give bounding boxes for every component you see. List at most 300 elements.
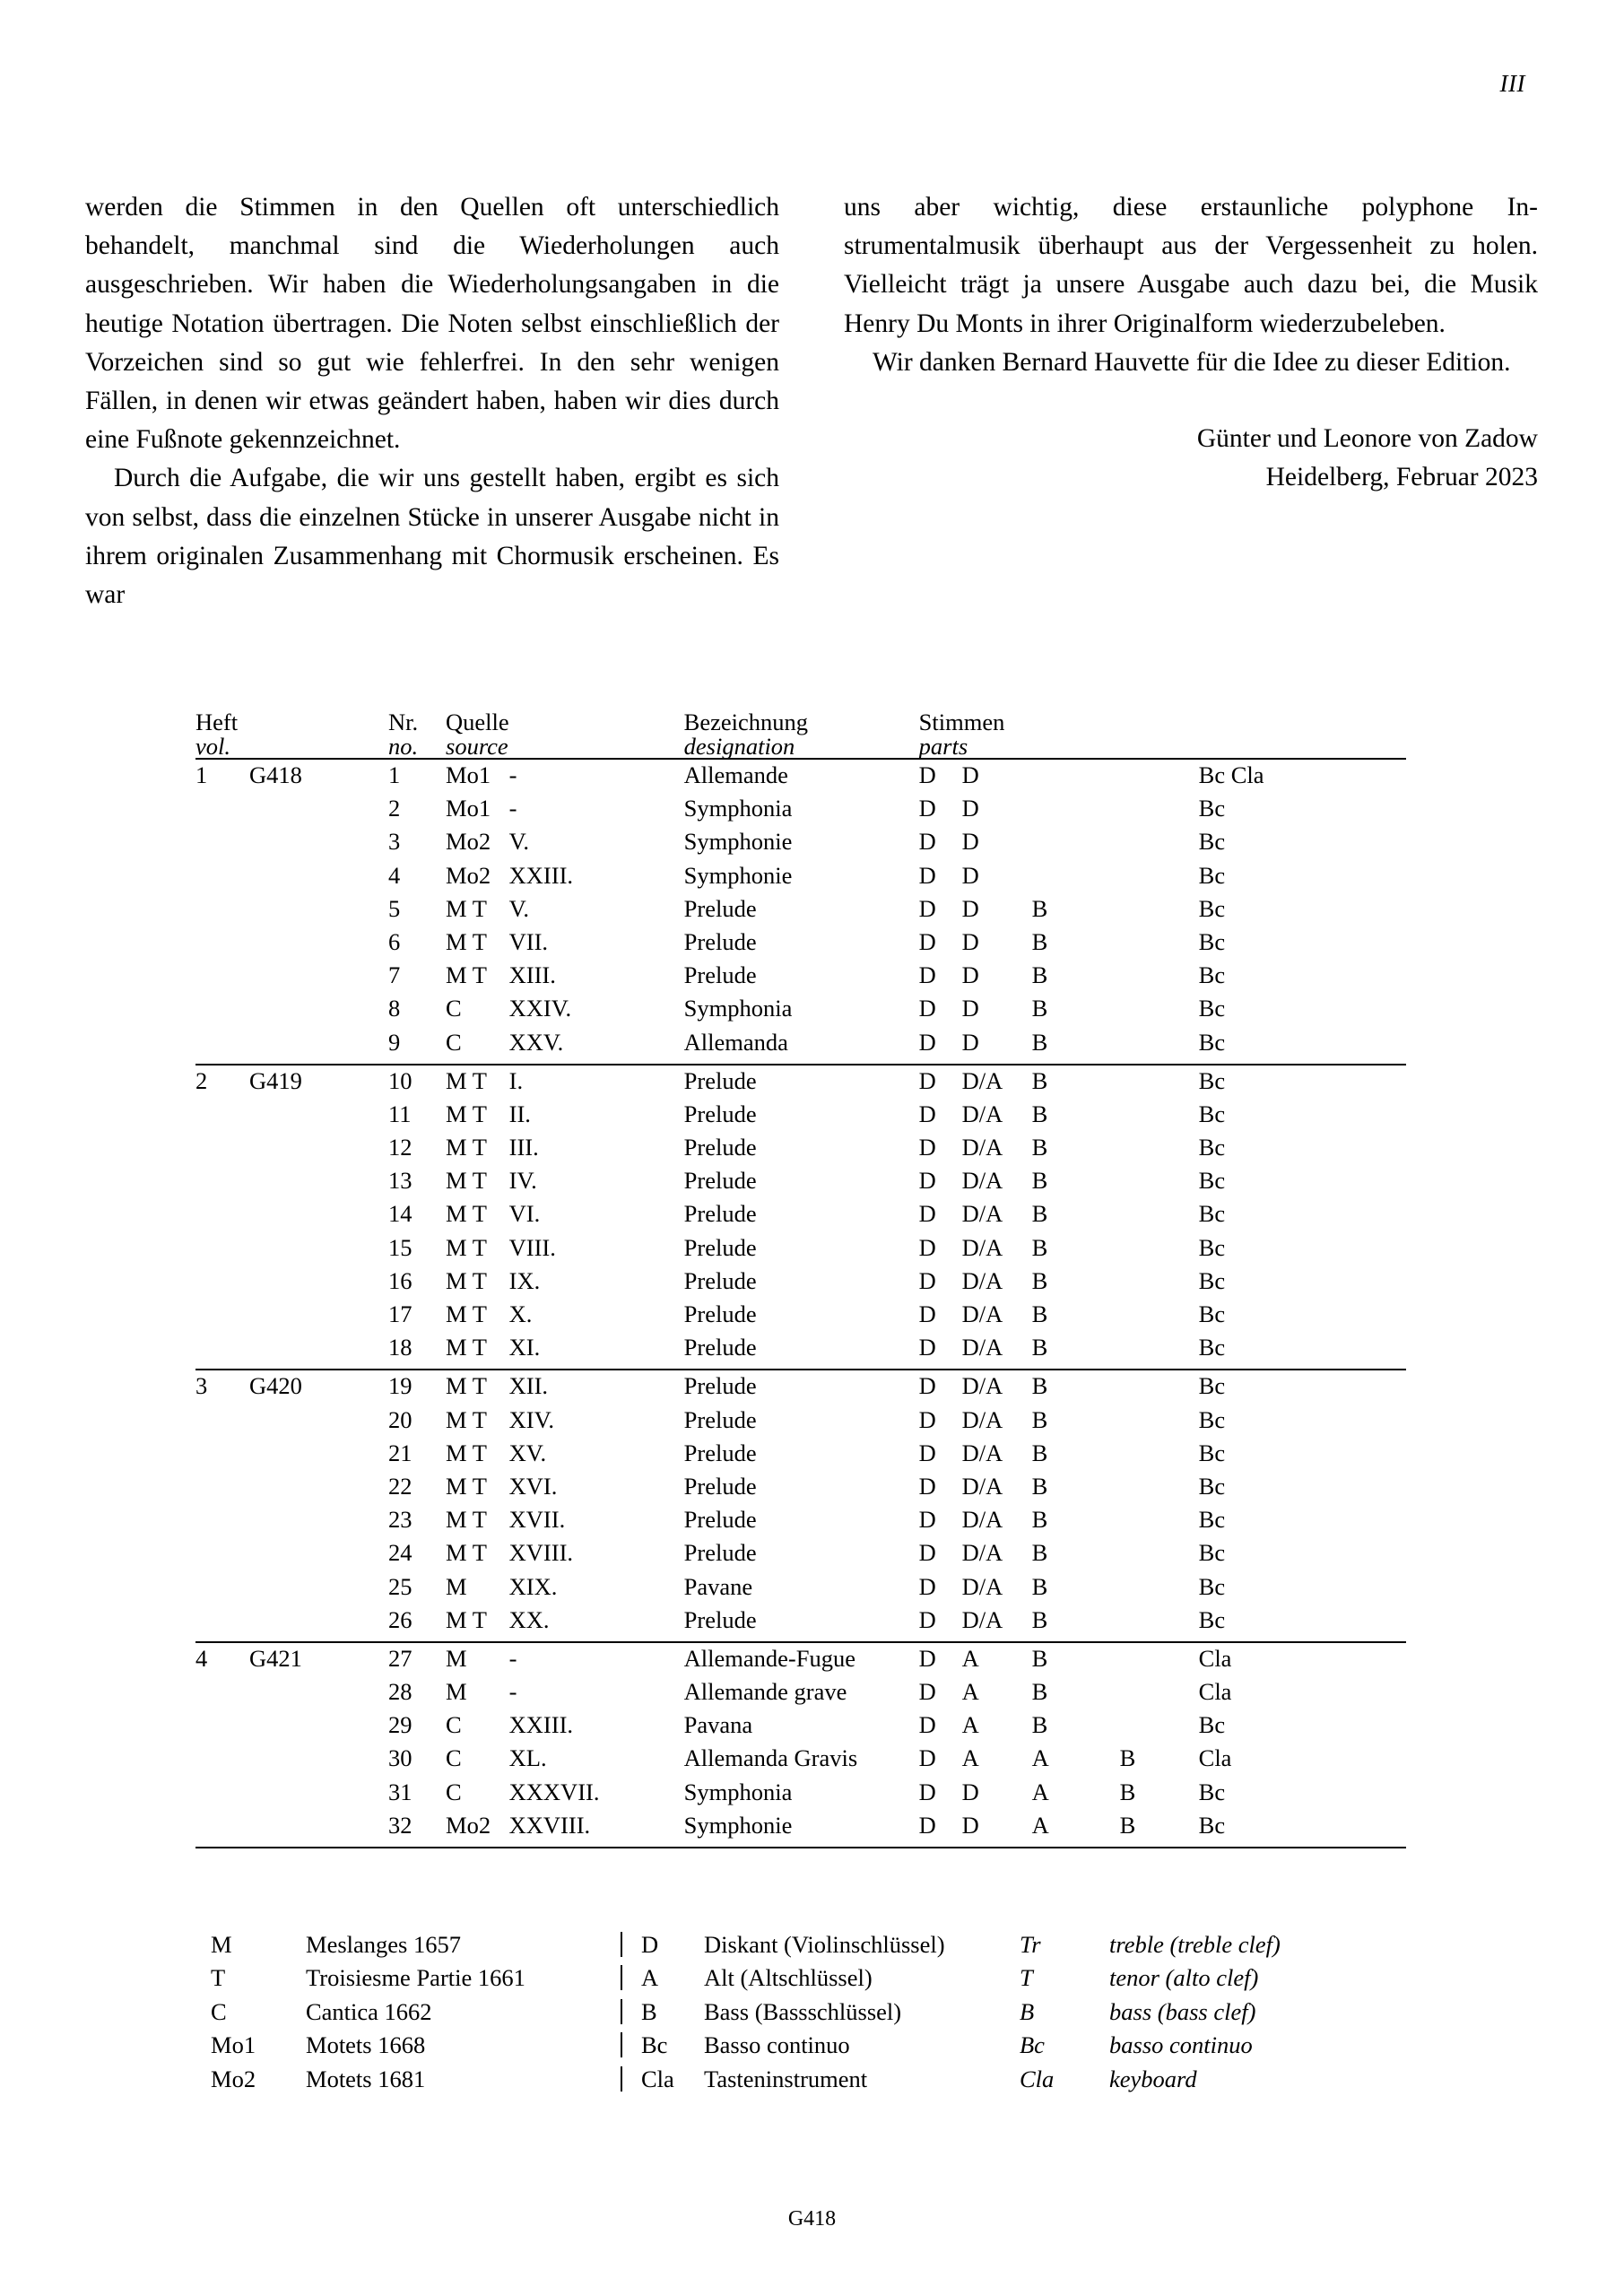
cell-gnum: G419 [249, 1066, 302, 1094]
cell-part-4 [1120, 1269, 1199, 1302]
cell-gnum [249, 1575, 388, 1608]
cell-part-3 [1032, 830, 1120, 863]
cell-part-5: Bc [1198, 1167, 1226, 1195]
cell-source: M [446, 1678, 467, 1706]
cell-gnum: G420 [249, 1372, 302, 1400]
cell-nr: 29 [388, 1711, 413, 1739]
cell-part-1: D [918, 927, 936, 955]
vertical-rule-icon [621, 1932, 622, 1957]
cell-part-3: B [1031, 1028, 1048, 1056]
cell-part-3: B [1031, 1644, 1048, 1672]
cell-source-no: XX. [508, 1605, 550, 1633]
cell-part-2: D/A [961, 1066, 1003, 1094]
cell-part-3: B [1031, 927, 1048, 955]
table-row [195, 1474, 1406, 1508]
cell-part-2: D [961, 861, 979, 889]
cell-part-4 [1120, 930, 1199, 963]
cell-designation: Symphonia [683, 995, 793, 1022]
cell-nr: 15 [388, 1233, 413, 1261]
cell-part-2: A [961, 1744, 979, 1772]
cell-part-1: D [918, 1266, 936, 1294]
cell-gnum [249, 897, 388, 930]
cell-heft [195, 1713, 249, 1746]
paragraph-right-1: uns aber wichtig, diese erstaunliche polyphone Instrumentalmusik überhaupt aus der Vergessenheit zu holen. Vielleicht trägt ja unsere Ausgabe auch dazu bei, die Musik Henry Du Monts in ihrer Originalform wiederzubeleben. [844, 193, 1538, 338]
table-row [195, 1202, 1406, 1235]
cell-gnum [249, 930, 388, 963]
cell-part-2: D/A [961, 1266, 1003, 1294]
cell-part-1: D [918, 1100, 936, 1127]
table-row [195, 1031, 1406, 1065]
legend-part-abbr-de: Cla [641, 2065, 674, 2092]
cell-source-no: XL. [508, 1744, 547, 1772]
table-row [195, 1680, 1406, 1713]
cell-part-1: D [918, 995, 936, 1022]
cell-heft [195, 1474, 249, 1508]
cell-part-5: Bc [1198, 828, 1226, 856]
cell-part-4 [1120, 897, 1199, 930]
legend-part-abbr-en: Cla [1020, 2065, 1055, 2092]
cell-part-3: A [1031, 1744, 1049, 1772]
catalog-table-wrapper [195, 710, 1406, 1848]
cell-source-no: XII. [508, 1372, 549, 1400]
cell-part-5: Cla [1198, 1644, 1232, 1672]
header-gnum [249, 710, 388, 735]
cell-source: M T [446, 1334, 487, 1361]
cell-part-4: B [1119, 1778, 1136, 1805]
cell-nr: 12 [388, 1134, 413, 1161]
cell-designation: Prelude [683, 894, 757, 922]
page-footer: G418 [787, 2207, 837, 2231]
cell-part-1: D [918, 1472, 936, 1500]
cell-source-no: XXIV. [508, 995, 572, 1022]
cell-part-5: Bc [1198, 927, 1226, 955]
legend-part-full-de: Basso continuo [704, 2031, 850, 2059]
cell-part-1: D [918, 894, 936, 922]
cell-heft [195, 1169, 249, 1202]
cell-part-1: D [918, 1572, 936, 1600]
cell-part-2: D [961, 761, 979, 788]
table-row [195, 830, 1406, 863]
cell-heft [195, 1408, 249, 1441]
cell-gnum [249, 864, 388, 897]
cell-part-5: Bc [1198, 1811, 1226, 1839]
cell-source: M T [446, 1506, 487, 1534]
cell-part-5: Bc [1198, 1334, 1226, 1361]
cell-part-2: A [961, 1711, 979, 1739]
cell-source-no: XXIII. [508, 1711, 574, 1739]
catalog-table [195, 710, 1406, 1848]
cell-part-3: B [1031, 1711, 1048, 1739]
paragraph-left-2: Durch die Aufgabe, die wir uns gestellt haben, ergibt es sich von selbst, dass die einzelnen Stücke in unserer Ausgabe nicht in ihrem originalen Zusammenhang mit Chormusik erscheinen. Es war [85, 464, 779, 610]
cell-heft [195, 1031, 249, 1065]
legend-source-abbr: Mo1 [211, 2031, 256, 2059]
cell-part-5: Cla [1198, 1678, 1232, 1706]
legend-part-full-en: basso continuo [1109, 2031, 1253, 2059]
cell-nr: 18 [388, 1334, 413, 1361]
legend-row [211, 1928, 1281, 1961]
cell-designation: Pavane [683, 1572, 753, 1600]
cell-part-2: D/A [961, 1167, 1003, 1195]
legend-source-full: Motets 1681 [306, 2065, 426, 2092]
table-row [195, 930, 1406, 963]
header-heft: Heft [195, 709, 239, 735]
cell-designation: Prelude [683, 1200, 757, 1228]
cell-source-no: V. [508, 828, 529, 856]
cell-nr: 21 [388, 1439, 413, 1466]
running-head-page-number: III [1499, 70, 1525, 97]
cell-nr: 9 [388, 1028, 401, 1056]
cell-part-3: B [1031, 1100, 1048, 1127]
cell-part-5: Bc [1198, 1028, 1226, 1056]
cell-source-no: V. [508, 894, 529, 922]
cell-designation: Prelude [683, 1405, 757, 1433]
cell-part-5: Bc [1198, 961, 1226, 989]
header-gnum-en [249, 735, 388, 760]
cell-part-4 [1120, 1065, 1199, 1102]
table-row [195, 1335, 1406, 1370]
cell-source: C [446, 995, 462, 1022]
cell-part-4 [1120, 1680, 1199, 1713]
cell-part-4 [1120, 1441, 1199, 1474]
cell-part-2: D/A [961, 1439, 1003, 1466]
cell-nr: 14 [388, 1200, 413, 1228]
cell-source-no: III. [508, 1134, 539, 1161]
cell-source: M [446, 1572, 467, 1600]
cell-source: M T [446, 1372, 487, 1400]
cell-part-3: B [1031, 1539, 1048, 1567]
cell-gnum [249, 1302, 388, 1335]
header-vol: vol. [195, 732, 230, 760]
cell-part-2: D/A [961, 1300, 1003, 1327]
cell-designation: Prelude [683, 1300, 757, 1327]
cell-part-5: Bc [1198, 1266, 1226, 1294]
cell-designation: Prelude [683, 1372, 757, 1400]
cell-designation: Prelude [683, 1334, 757, 1361]
cell-source: M T [446, 1439, 487, 1466]
cell-source-no: VI. [508, 1200, 541, 1228]
cell-heft: 1 [195, 761, 208, 788]
cell-part-2: D/A [961, 1100, 1003, 1127]
cell-source: C [446, 1778, 462, 1805]
cell-source-no: XVI. [508, 1472, 558, 1500]
table-row [195, 1643, 1406, 1680]
cell-part-2: D/A [961, 1372, 1003, 1400]
cell-part-5: Bc [1198, 1134, 1226, 1161]
cell-part-2: D/A [961, 1134, 1003, 1161]
cell-part-5: Bc [1198, 894, 1226, 922]
header-nr: Nr. [388, 709, 419, 735]
cell-heft [195, 1202, 249, 1235]
cell-part-2: D [961, 1811, 979, 1839]
cell-part-5: Bc [1198, 1100, 1226, 1127]
cell-source: M T [446, 1233, 487, 1261]
cell-source-no: XIX. [508, 1572, 558, 1600]
cell-heft [195, 1541, 249, 1574]
cell-gnum [249, 1408, 388, 1441]
cell-part-5: Bc [1198, 995, 1226, 1022]
cell-part-5: Bc [1198, 1572, 1226, 1600]
cell-nr: 2 [388, 795, 401, 822]
cell-nr: 26 [388, 1605, 413, 1633]
cell-gnum [249, 1202, 388, 1235]
cell-gnum [249, 1813, 388, 1848]
header-stimmen: Stimmen [918, 709, 1005, 735]
cell-part-1: D [918, 1506, 936, 1534]
table-row [195, 1065, 1406, 1102]
legend-row [211, 2063, 1281, 2096]
cell-part-4 [1120, 1474, 1199, 1508]
cell-source-no: XXIII. [508, 861, 574, 889]
cell-designation: Allemande-Fugue [683, 1644, 855, 1672]
cell-source-no: XXV. [508, 1028, 564, 1056]
header-source: source [446, 732, 508, 760]
cell-part-4 [1120, 1335, 1199, 1370]
header-parts: parts [918, 732, 968, 760]
table-row [195, 963, 1406, 996]
cell-source: M T [446, 1539, 487, 1567]
legend-source-abbr: M [211, 1931, 232, 1958]
cell-part-3 [1032, 760, 1120, 796]
cell-nr: 3 [388, 828, 401, 856]
legend-source-full: Troisiesme Partie 1661 [306, 1964, 525, 1992]
cell-part-4 [1120, 1135, 1199, 1169]
cell-gnum: G421 [249, 1644, 302, 1672]
cell-part-4 [1120, 864, 1199, 897]
cell-heft [195, 1102, 249, 1135]
cell-part-4: B [1119, 1744, 1136, 1772]
cell-gnum [249, 1541, 388, 1574]
legend-divider [602, 1928, 641, 1961]
cell-nr: 1 [388, 761, 401, 788]
table-row [195, 760, 1406, 796]
legend-part-abbr-en: T [1020, 1964, 1033, 1992]
cell-nr: 16 [388, 1266, 413, 1294]
cell-designation: Prelude [683, 961, 757, 989]
cell-gnum [249, 1441, 388, 1474]
cell-nr: 10 [388, 1066, 413, 1094]
header-no: no. [388, 732, 419, 760]
cell-heft [195, 1813, 249, 1848]
cell-nr: 31 [388, 1778, 413, 1805]
cell-part-2: D [961, 995, 979, 1022]
cell-nr: 25 [388, 1572, 413, 1600]
legend-source-full: Cantica 1662 [306, 1997, 432, 2025]
cell-part-5: Bc [1198, 1472, 1226, 1500]
cell-source: M T [446, 1167, 487, 1195]
cell-part-2: D [961, 961, 979, 989]
cell-source-no: IV. [508, 1167, 537, 1195]
cell-heft [195, 996, 249, 1030]
cell-part-2: D/A [961, 1405, 1003, 1433]
cell-part-2: D [961, 795, 979, 822]
cell-designation: Prelude [683, 1539, 757, 1567]
cell-gnum [249, 1031, 388, 1065]
cell-part-1: D [918, 1778, 936, 1805]
cell-part-4 [1120, 1608, 1199, 1642]
cell-source: M T [446, 1300, 487, 1327]
legend-block [211, 1928, 1421, 2096]
cell-source-no: XV. [508, 1439, 547, 1466]
cell-part-3: A [1031, 1811, 1049, 1839]
table-header-row-en [195, 735, 1406, 760]
cell-heft [195, 1746, 249, 1779]
cell-nr: 6 [388, 927, 401, 955]
cell-designation: Symphonie [683, 1811, 793, 1839]
cell-part-4 [1120, 1541, 1199, 1574]
cell-nr: 32 [388, 1811, 413, 1839]
cell-part-3: B [1031, 1300, 1048, 1327]
cell-part-1: D [918, 1605, 936, 1633]
cell-source: M T [446, 1266, 487, 1294]
cell-part-1: D [918, 861, 936, 889]
header-quelle: Quelle [446, 709, 509, 735]
cell-part-3: B [1031, 1506, 1048, 1534]
cell-designation: Symphonie [683, 861, 793, 889]
cell-heft [195, 1269, 249, 1302]
cell-designation: Pavana [683, 1711, 753, 1739]
cell-part-1: D [918, 795, 936, 822]
cell-source: M T [446, 1405, 487, 1433]
cell-part-1: D [918, 1539, 936, 1567]
cell-heft [195, 830, 249, 863]
cell-heft [195, 1236, 249, 1269]
cell-gnum [249, 796, 388, 830]
cell-designation: Allemande [683, 761, 788, 788]
cell-part-4 [1120, 1370, 1199, 1407]
cell-designation: Allemanda [683, 1028, 788, 1056]
cell-source: C [446, 1028, 462, 1056]
vertical-rule-icon [621, 2066, 622, 2092]
cell-part-2: D/A [961, 1572, 1003, 1600]
legend-divider [602, 1961, 641, 1995]
cell-source-no: VII. [508, 927, 549, 955]
cell-part-3: A [1031, 1778, 1049, 1805]
cell-part-4 [1120, 760, 1199, 796]
cell-designation: Prelude [683, 927, 757, 955]
cell-gnum [249, 996, 388, 1030]
cell-heft [195, 963, 249, 996]
cell-designation: Prelude [683, 1167, 757, 1195]
legend-row [211, 1996, 1281, 2029]
cell-part-2: A [961, 1644, 979, 1672]
table-row [195, 796, 1406, 830]
cell-part-2: A [961, 1678, 979, 1706]
cell-part-1: D [918, 961, 936, 989]
cell-heft [195, 1680, 249, 1713]
cell-source: C [446, 1711, 462, 1739]
cell-source: M T [446, 1200, 487, 1228]
cell-part-4 [1120, 963, 1199, 996]
cell-part-3: B [1031, 1472, 1048, 1500]
cell-designation: Prelude [683, 1439, 757, 1466]
paragraph-left-1: werden die Stimmen in den Quellen oft unterschiedlich behandelt, manchmal sind die Wiederholungen auch ausgeschrieben. Wir haben die Wiederholungsangaben in die heutige Notation übertragen. Die Noten selbst einschließlich der Vorzeichen sind so gut wie fehlerfrei. In den sehr wenigen Fällen, in denen wir etwas geändert haben, haben wir dies durch eine Fußnote gekennzeichnet. [85, 193, 779, 455]
cell-part-5: Bc [1198, 1605, 1226, 1633]
cell-part-5: Bc [1198, 1372, 1226, 1400]
cell-gnum [249, 1680, 388, 1713]
legend-part-full-de: Diskant (Violinschlüssel) [704, 1931, 945, 1958]
legend-divider [602, 2029, 641, 2062]
cell-part-3: B [1031, 1405, 1048, 1433]
cell-part-5: Bc [1198, 1300, 1226, 1327]
legend-divider [602, 1996, 641, 2029]
table-row [195, 1713, 1406, 1746]
cell-heft [195, 1780, 249, 1813]
cell-part-2: D [961, 828, 979, 856]
legend-part-full-de: Bass (Bassschlüssel) [704, 1997, 902, 2025]
vertical-rule-icon [621, 1965, 622, 1990]
cell-part-1: D [918, 1811, 936, 1839]
table-row [195, 1135, 1406, 1169]
cell-source: Mo1 [446, 795, 491, 822]
cell-heft [195, 1608, 249, 1642]
prose-columns [85, 188, 1538, 614]
cell-nr: 27 [388, 1644, 413, 1672]
table-row [195, 1370, 1406, 1407]
legend-part-full-en: tenor (alto clef) [1109, 1964, 1259, 1992]
cell-gnum [249, 1713, 388, 1746]
cell-gnum [249, 1135, 388, 1169]
cell-source: C [446, 1744, 462, 1772]
cell-gnum [249, 1236, 388, 1269]
cell-part-2: D/A [961, 1334, 1003, 1361]
cell-part-1: D [918, 1200, 936, 1228]
legend-source-full: Motets 1668 [306, 2031, 426, 2059]
legend-part-abbr-de: Bc [641, 2031, 668, 2059]
cell-part-1: D [918, 1372, 936, 1400]
cell-heft [195, 1441, 249, 1474]
cell-part-4 [1120, 996, 1199, 1030]
cell-part-4 [1120, 1508, 1199, 1541]
cell-gnum [249, 1335, 388, 1370]
cell-part-4 [1120, 1643, 1199, 1680]
table-row [195, 1608, 1406, 1642]
cell-part-4 [1120, 830, 1199, 863]
table-row [195, 1269, 1406, 1302]
cell-designation: Prelude [683, 1472, 757, 1500]
signature-block [844, 420, 1538, 497]
legend-source-abbr: C [211, 1997, 227, 2025]
legend-part-full-de: Alt (Altschlüssel) [704, 1964, 873, 1992]
legend-part-abbr-de: A [641, 1964, 659, 1992]
cell-part-5: Bc [1198, 795, 1226, 822]
header-designation: designation [683, 732, 795, 760]
cell-part-2: D [961, 894, 979, 922]
cell-part-5: Bc [1198, 1066, 1226, 1094]
cell-heft [195, 1302, 249, 1335]
cell-source: Mo2 [446, 861, 491, 889]
cell-designation: Prelude [683, 1066, 757, 1094]
cell-source: Mo1 [446, 761, 491, 788]
header-source-no [509, 735, 684, 760]
cell-source: M T [446, 961, 487, 989]
cell-part-5: Bc [1198, 1711, 1226, 1739]
cell-source: M T [446, 927, 487, 955]
cell-part-3: B [1031, 1372, 1048, 1400]
cell-part-2: D/A [961, 1506, 1003, 1534]
cell-gnum [249, 1508, 388, 1541]
cell-source-no: - [508, 761, 517, 788]
cell-heft [195, 864, 249, 897]
cell-part-3: B [1031, 1334, 1048, 1361]
legend-part-abbr-en: B [1020, 1997, 1035, 2025]
cell-heft: 3 [195, 1372, 208, 1400]
cell-designation: Prelude [683, 1233, 757, 1261]
cell-heft [195, 930, 249, 963]
cell-source: M T [446, 1134, 487, 1161]
legend-source-abbr: T [211, 1964, 226, 1992]
cell-nr: 19 [388, 1372, 413, 1400]
table-row [195, 1169, 1406, 1202]
